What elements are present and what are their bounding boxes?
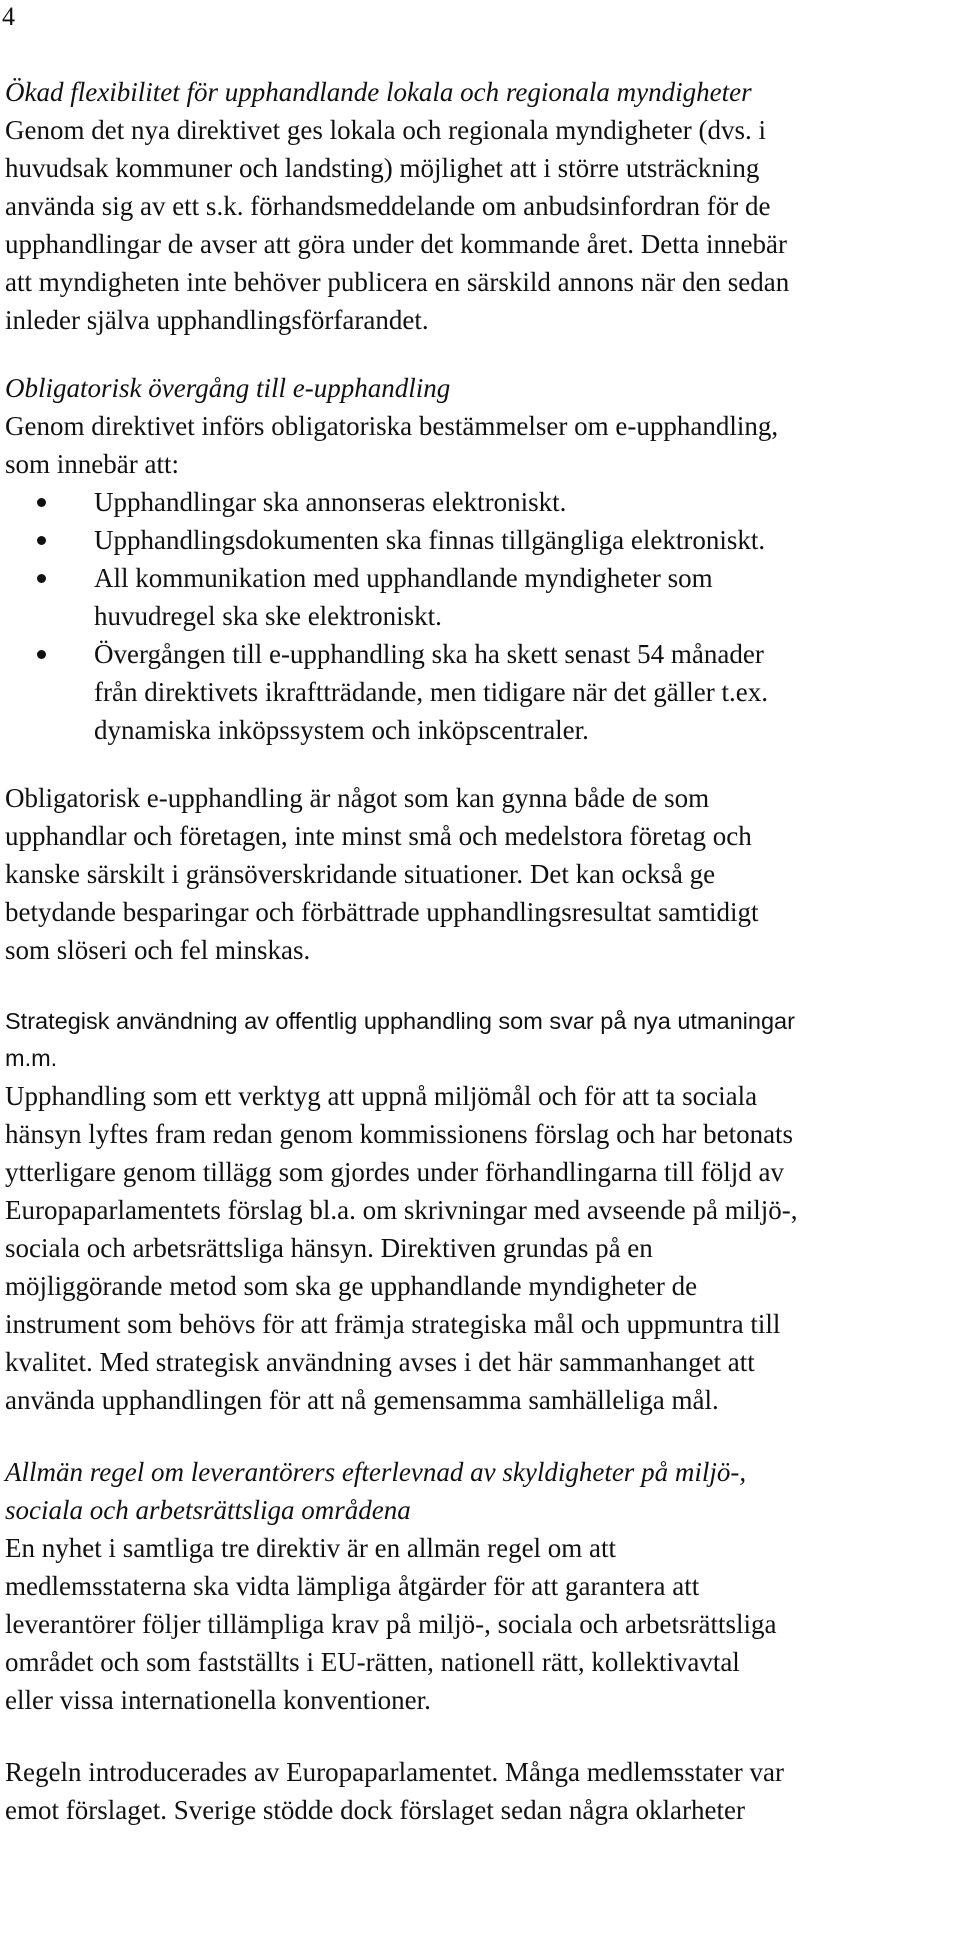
- section-parliament: [5, 1753, 955, 1829]
- section-strategic-use: [5, 1003, 955, 1419]
- text-line: möjliggörande metod som ska ge upphandlande myndigheter de: [5, 1271, 698, 1301]
- section-supplier-compliance: [5, 1453, 955, 1719]
- bullet-icon: [37, 574, 46, 583]
- text-line: hänsyn lyftes fram redan genom kommissionens förslag och har betonats: [5, 1119, 794, 1149]
- paragraph: [5, 1529, 955, 1719]
- list-item: [5, 521, 955, 559]
- text-line: Övergången till e-upphandling ska ha skett senast 54 månader: [94, 639, 764, 669]
- text-line: Upphandlingar ska annonseras elektroniskt.: [94, 487, 567, 517]
- text-line: Europaparlamentets förslag bl.a. om skrivningar med avseende på miljö-,: [5, 1195, 798, 1225]
- text-line: som slöseri och fel minskas.: [5, 935, 311, 965]
- section-heading: sociala och arbetsrättsliga områdena: [5, 1495, 411, 1525]
- text-line: upphandlar och företagen, inte minst små och medelstora företag och: [5, 821, 752, 851]
- section-e-procurement: [5, 369, 955, 749]
- text-line: Genom direktivet införs obligatoriska bestämmelser om e-upphandling,: [5, 411, 779, 441]
- text-line: Obligatorisk e-upphandling är något som kan gynna både de som: [5, 783, 710, 813]
- text-line: från direktivets ikraftträdande, men tidigare när det gäller t.ex.: [94, 677, 768, 707]
- paragraph: [5, 407, 955, 483]
- text-line: betydande besparingar och förbättrade upphandlingsresultat samtidigt: [5, 897, 759, 927]
- text-line: medlemsstaterna ska vidta lämpliga åtgärder för att garantera att: [5, 1571, 700, 1601]
- list-item: [5, 559, 955, 635]
- text-line: All kommunikation med upphandlande myndigheter som: [94, 563, 713, 593]
- section-heading: Strategisk användning av offentlig upphandling som svar på nya utmaningar: [5, 1008, 795, 1034]
- text-line: att myndigheten inte behöver publicera en särskild annons när den sedan: [5, 267, 790, 297]
- bullet-icon: [37, 536, 46, 545]
- bullet-icon: [37, 650, 46, 659]
- text-line: som innebär att:: [5, 449, 179, 479]
- text-line: dynamiska inköpssystem och inköpscentraler.: [94, 715, 589, 745]
- bullet-icon: [37, 498, 46, 507]
- text-line: emot förslaget. Sverige stödde dock förslaget sedan några oklarheter: [5, 1795, 745, 1825]
- text-line: instrument som behövs för att främja strategiska mål och uppmuntra till: [5, 1309, 781, 1339]
- paragraph: [5, 1753, 955, 1829]
- text-line: kanske särskilt i gränsöverskridande situationer. Det kan också ge: [5, 859, 716, 889]
- text-line: använda upphandlingen för att nå gemensamma samhälleliga mål.: [5, 1385, 719, 1415]
- text-line: Upphandlingsdokumenten ska finnas tillgängliga elektroniskt.: [94, 525, 766, 555]
- text-line: Upphandling som ett verktyg att uppnå miljömål och för att ta sociala: [5, 1081, 758, 1111]
- list-item: [5, 635, 955, 749]
- text-line: huvudsak kommuner och landsting) möjlighet att i större utsträckning: [5, 153, 760, 183]
- section-heading: m.m.: [5, 1045, 58, 1071]
- text-line: En nyhet i samtliga tre direktiv är en allmän regel om att: [5, 1533, 617, 1563]
- section-heading: Ökad flexibilitet för upphandlande lokala och regionala myndigheter: [5, 77, 752, 107]
- text-line: eller vissa internationella konventioner.: [5, 1685, 431, 1715]
- text-line: området och som fastställts i EU-rätten, nationell rätt, kollektivavtal: [5, 1647, 740, 1677]
- section-benefits: [5, 779, 955, 969]
- bullet-list: [5, 483, 955, 749]
- paragraph: [5, 779, 955, 969]
- text-line: inleder själva upphandlingsförfarandet.: [5, 305, 429, 335]
- text-line: Regeln introducerades av Europaparlamentet. Många medlemsstater var: [5, 1757, 784, 1787]
- text-line: upphandlingar de avser att göra under det kommande året. Detta innebär: [5, 229, 787, 259]
- text-line: Genom det nya direktivet ges lokala och regionala myndigheter (dvs. i: [5, 115, 767, 145]
- text-line: kvalitet. Med strategisk användning avses i det här sammanhanget att: [5, 1347, 755, 1377]
- paragraph: [5, 111, 955, 339]
- section-heading: Obligatorisk övergång till e-upphandling: [5, 373, 451, 403]
- section-heading: Allmän regel om leverantörers efterlevnad av skyldigheter på miljö-,: [5, 1457, 747, 1487]
- text-line: använda sig av ett s.k. förhandsmeddelande om anbudsinfordran för de: [5, 191, 771, 221]
- text-line: ytterligare genom tillägg som gjordes under förhandlingarna till följd av: [5, 1157, 785, 1187]
- page-number: 4: [2, 2, 15, 31]
- list-item: [5, 483, 955, 521]
- paragraph: [5, 1077, 955, 1419]
- document-body: [5, 73, 955, 1829]
- section-flexibility: [5, 73, 955, 339]
- text-line: leverantörer följer tillämpliga krav på miljö-, sociala och arbetsrättsliga: [5, 1609, 777, 1639]
- text-line: huvudregel ska ske elektroniskt.: [94, 601, 442, 631]
- text-line: sociala och arbetsrättsliga hänsyn. Direktiven grundas på en: [5, 1233, 653, 1263]
